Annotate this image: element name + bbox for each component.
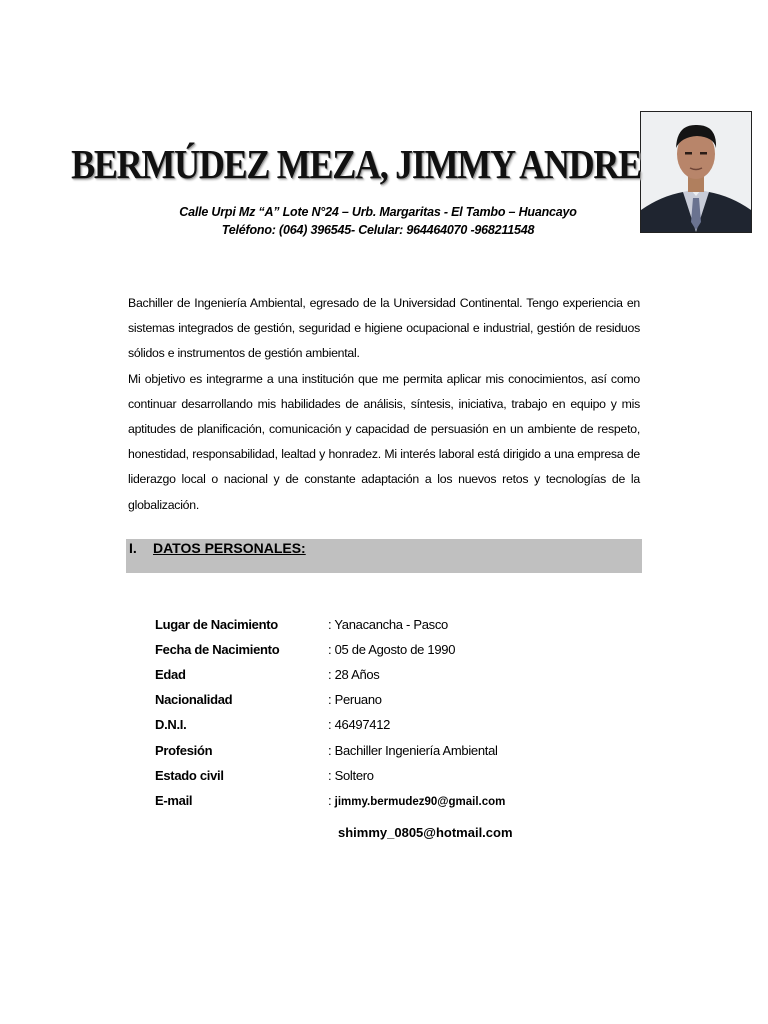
profile-summary <box>128 291 640 518</box>
field-label: Fecha de Nacimiento <box>155 642 280 657</box>
field-label: Profesión <box>155 743 213 758</box>
candidate-name: BERMÚDEZ MEZA, JIMMY ANDRE <box>71 141 641 187</box>
field-value: : 05 de Agosto de 1990 <box>328 642 456 657</box>
field-label: D.N.I. <box>155 717 187 732</box>
objective-paragraph: Mi objetivo es integrarme a una institución que me permita aplicar mis conocimientos, así como continuar desarrollando mis habilidades de análisis, síntesis, iniciativa, trabajo en equipo y mis aptitudes de planificación, comunicación y capacidad de persuasión en un ambiente de respeto, honestidad, responsabilidad, lealtad y honradez. Mi interés laboral está dirigido a una empresa de liderazgo local o nacional y de constante adaptación a los nuevos retos y tecnologías de la globalización. <box>128 371 640 512</box>
summary-paragraph: Bachiller de Ingeniería Ambiental, egresado de la Universidad Continental. Tengo experiencia en sistemas integrados de gestión, seguridad e higiene ocupacional e industrial, gestión de residuos sólidos e instrumentos de gestión ambiental. <box>128 296 640 361</box>
section-title: DATOS PERSONALES: <box>153 540 306 556</box>
field-label: Nacionalidad <box>155 692 233 707</box>
field-label: Edad <box>155 667 186 682</box>
field-value: : Peruano <box>328 692 382 707</box>
field-value: : 46497412 <box>328 717 391 732</box>
email-primary: jimmy.bermudez90@gmail.com <box>334 796 506 808</box>
field-value: : 28 Años <box>328 667 380 682</box>
field-label: Estado civil <box>155 768 224 783</box>
field-value: : Yanacancha - Pasco <box>328 617 448 632</box>
field-value <box>328 793 505 808</box>
email-secondary: shimmy_0805@hotmail.com <box>338 825 513 840</box>
section-header-datos-personales <box>126 539 642 573</box>
field-label: E-mail <box>155 793 193 808</box>
phone-line: Teléfono: (064) 396545- Celular: 964464070 -968211548 <box>221 223 535 237</box>
section-number: I. <box>129 540 137 556</box>
address-line: Calle Urpi Mz “A” Lote N°24 – Urb. Margaritas - El Tambo – Huancayo <box>179 205 577 219</box>
field-value: : Bachiller Ingeniería Ambiental <box>328 743 498 758</box>
field-value: : Soltero <box>328 768 374 783</box>
email-prefix: : <box>328 793 332 808</box>
field-label: Lugar de Nacimiento <box>155 617 278 632</box>
